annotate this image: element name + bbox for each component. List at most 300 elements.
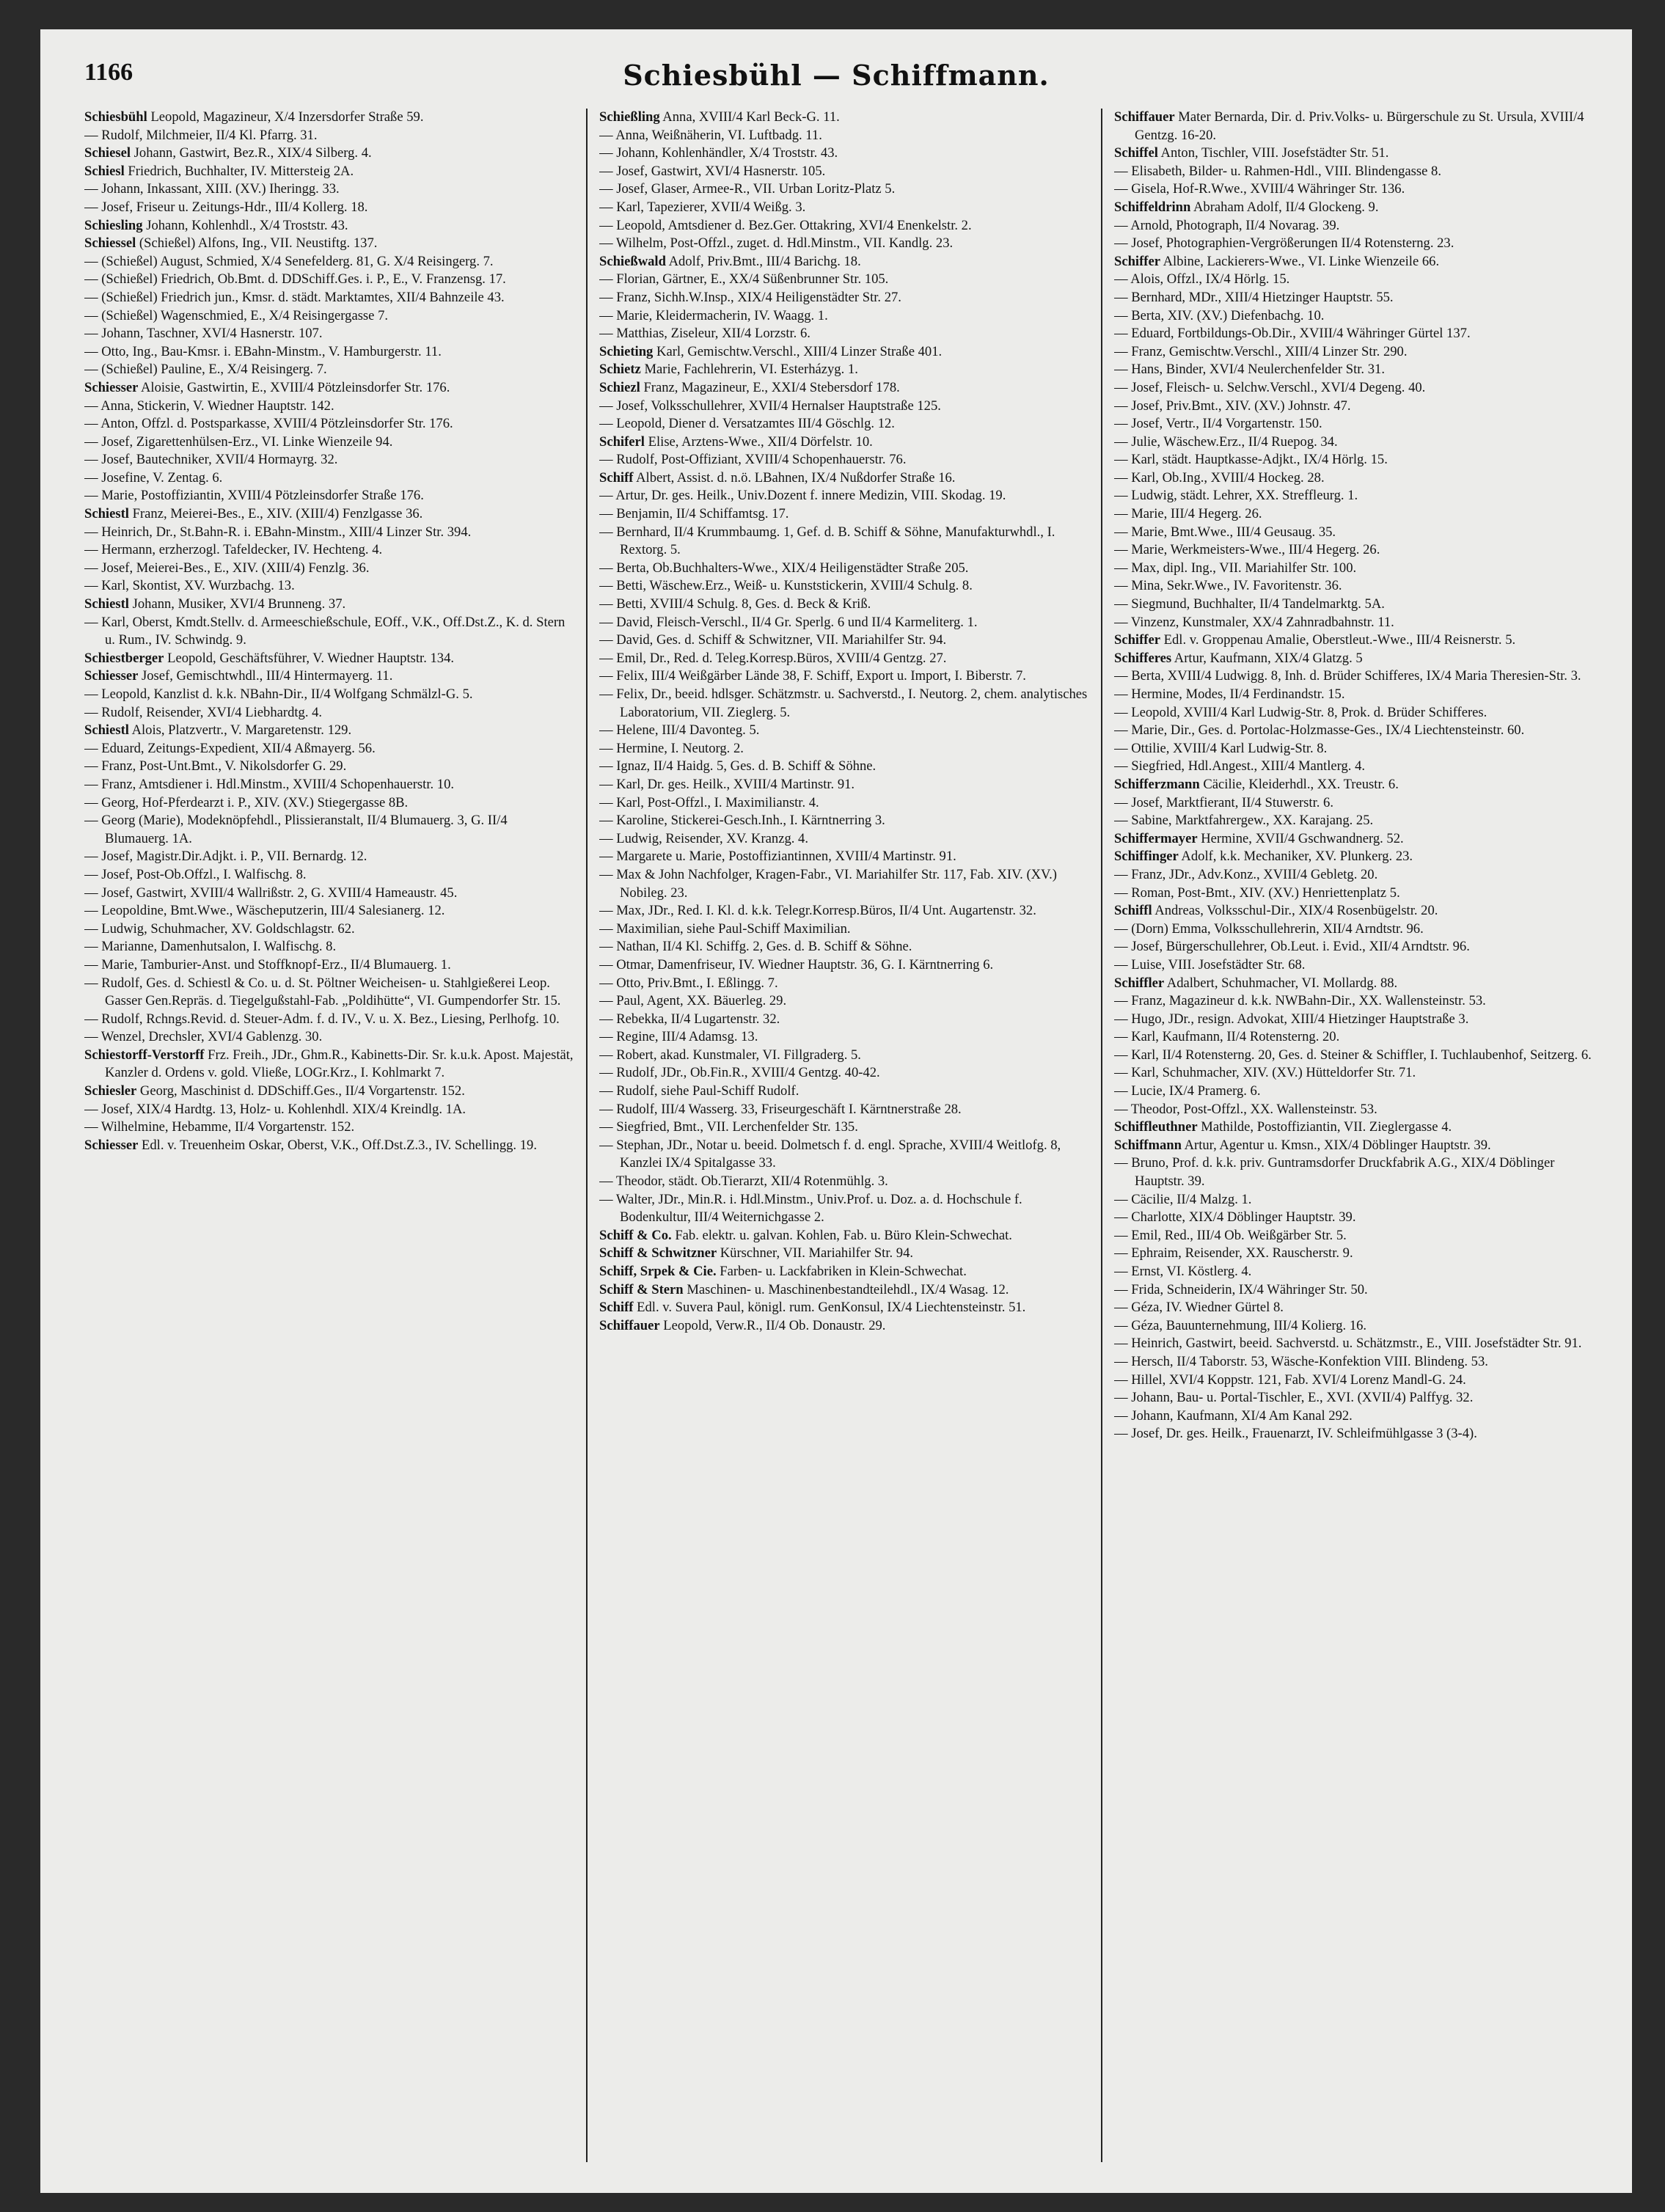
entry-surname: Schiesbühl <box>84 109 147 125</box>
entry-text: — Anna, Weißnäherin, VI. Luftbadg. 11. <box>599 127 822 143</box>
entry-text: — Wenzel, Drechsler, XVI/4 Gablenzg. 30. <box>84 1029 323 1045</box>
column-2 <box>599 109 1089 2162</box>
directory-entry <box>599 217 1089 235</box>
column-rule <box>586 109 588 2162</box>
directory-entry <box>599 866 1089 902</box>
directory-entry <box>1114 920 1604 939</box>
directory-entry <box>1114 1353 1604 1371</box>
entry-text: Georg, Maschinist d. DDSchiff.Ges., II/4 Vorgartenstr. 152. <box>139 1083 465 1099</box>
entry-text: — Franz, Amtsdiener i. Hdl.Minstm., XVIII/4 Schopenhauerstr. 10. <box>84 776 455 792</box>
entry-text: — Josef, Meierei-Bes., E., XIV. (XIII/4) Fenzlg. 36. <box>84 560 370 576</box>
directory-entry <box>599 127 1089 145</box>
directory-entry <box>1114 1317 1604 1336</box>
directory-entry <box>599 1299 1089 1317</box>
directory-entry <box>1114 740 1604 758</box>
directory-entry <box>1114 451 1604 469</box>
entry-text: — Frida, Schneiderin, IX/4 Währinger Str. 50. <box>1114 1281 1368 1297</box>
entry-text: — Stephan, JDr., Notar u. beeid. Dolmetsch f. d. engl. Sprache, XVIII/4 Weitlofg. 8, Kanzlei IX/4 Spitalgasse 33. <box>599 1137 1061 1171</box>
entry-surname: Schifferes <box>1114 650 1172 666</box>
entry-surname: Schiffauer <box>1114 109 1175 125</box>
entry-text: — Karl, II/4 Rotensterng. 20, Ges. d. Steiner & Schiffler, I. Tuchlaubenhof, Seitzerg. 6. <box>1114 1047 1592 1063</box>
entry-text: — Karoline, Stickerei-Gesch.Inh., I. Kärntnerring 3. <box>599 813 885 829</box>
entry-text: — Karl, städt. Hauptkasse-Adjkt., IX/4 Hörlg. 15. <box>1114 452 1388 468</box>
entry-text: — Regine, III/4 Adamsg. 13. <box>599 1029 758 1045</box>
directory-entry <box>599 163 1089 181</box>
entry-text: — Anton, Offzl. d. Postsparkasse, XVIII/4 Pötzleinsdorfer Str. 176. <box>84 416 453 432</box>
entry-surname: Schiessel <box>84 235 136 252</box>
directory-entry <box>84 235 574 253</box>
entry-text: — Siegmund, Buchhalter, II/4 Tandelmarktg. 5A. <box>1114 596 1385 612</box>
directory-entry <box>599 740 1089 758</box>
entry-text: — Franz, JDr., Adv.Konz., XVIII/4 Gebletg. 20. <box>1114 866 1378 882</box>
directory-entry <box>1114 271 1604 289</box>
entry-text: — Max, dipl. Ing., VII. Mariahilfer Str. 100. <box>1114 560 1357 576</box>
directory-entry <box>599 1064 1089 1083</box>
entry-text: — Marie, Dir., Ges. d. Portolac-Holzmasse-Ges., IX/4 Liechtensteinstr. 60. <box>1114 722 1525 739</box>
entry-text: Friedrich, Buchhalter, IV. Mittersteig 2A. <box>128 163 354 179</box>
entry-text: — (Schießel) Friedrich, Ob.Bmt. d. DDSchiff.Ges. i. P., E., V. Franzensg. 17. <box>84 271 506 288</box>
entry-surname: Schiff & Stern <box>599 1281 684 1297</box>
directory-entry <box>84 289 574 307</box>
directory-entry <box>84 885 574 903</box>
entry-text: Johann, Musiker, XVI/4 Brunneng. 37. <box>132 596 346 612</box>
entry-surname: Schiffauer <box>599 1317 660 1333</box>
directory-entry <box>1114 307 1604 326</box>
entry-surname: Schiezl <box>599 379 640 395</box>
directory-entry <box>1114 686 1604 704</box>
directory-entry <box>1114 667 1604 686</box>
directory-entry <box>599 109 1089 127</box>
entry-text: — Karl, Post-Offzl., I. Maximilianstr. 4. <box>599 794 819 810</box>
directory-entry <box>599 1137 1089 1173</box>
entry-text: Frz. Freih., JDr., Ghm.R., Kabinetts-Dir. Sr. k.u.k. Apost. Majestät, Kanzler d. Ordens v. gold. Vließe, LOGr.Krz., I. Kohlmarkt 7. <box>105 1047 574 1081</box>
entry-text: — Heinrich, Gastwirt, beeid. Sachverstd. u. Schätzmstr., E., VIII. Josefstädter Str. 91. <box>1114 1336 1582 1352</box>
entry-text: — Géza, IV. Wiedner Gürtel 8. <box>1114 1300 1284 1316</box>
entry-text: — Josef, Gastwirt, XVIII/4 Wallrißstr. 2, G. XVIII/4 Hameaustr. 45. <box>84 885 458 901</box>
entry-text: — Paul, Agent, XX. Bäuerleg. 29. <box>599 993 787 1009</box>
entry-text: — Josef, Marktfierant, II/4 Stuwerstr. 6. <box>1114 794 1333 810</box>
entry-text: — Helene, III/4 Davonteg. 5. <box>599 722 760 739</box>
entry-text: — Josef, Zigarettenhülsen-Erz., VI. Linke Wienzeile 94. <box>84 433 393 450</box>
directory-entry <box>599 1281 1089 1300</box>
entry-surname: Schiff, Srpek & Cie. <box>599 1264 717 1279</box>
entry-text: — Wilhelmine, Hebamme, II/4 Vorgartenstr. 152. <box>84 1119 355 1135</box>
entry-text: — Eduard, Zeitungs-Expedient, XII/4 Aßmayerg. 56. <box>84 740 376 756</box>
entry-text: Artur, Agentur u. Kmsn., XIX/4 Döblinger Hauptstr. 39. <box>1184 1137 1491 1153</box>
directory-entry <box>1114 415 1604 433</box>
directory-entry <box>1114 1118 1604 1137</box>
directory-entry <box>1114 992 1604 1011</box>
entry-text: — Berta, Ob.Buchhalters-Wwe., XIX/4 Heiligenstädter Straße 205. <box>599 560 969 576</box>
entry-text: — Karl, Skontist, XV. Wurzbachg. 13. <box>84 578 295 594</box>
directory-entry <box>84 433 574 452</box>
directory-entry <box>599 1191 1089 1227</box>
column-rule <box>1101 109 1102 2162</box>
entry-text: Albine, Lackierers-Wwe., VI. Linke Wienzeile 66. <box>1163 253 1440 269</box>
directory-entry <box>599 1047 1089 1065</box>
entry-text: — Hugo, JDr., resign. Advokat, XIII/4 Hietzinger Hauptstraße 3. <box>1114 1011 1469 1027</box>
directory-entry <box>1114 487 1604 505</box>
entry-text: — Leopold, Kanzlist d. k.k. NBahn-Dir., II/4 Wolfgang Schmälzl-G. 5. <box>84 686 473 702</box>
directory-entry <box>84 451 574 469</box>
directory-entry <box>599 577 1089 596</box>
directory-entry <box>1114 1227 1604 1245</box>
directory-entry <box>84 758 574 776</box>
directory-entry <box>1114 812 1604 830</box>
directory-entry <box>84 524 574 542</box>
directory-entry <box>599 975 1089 993</box>
entry-text: — Hermine, I. Neutorg. 2. <box>599 740 744 756</box>
entry-text: — Julie, Wäschew.Erz., II/4 Ruepog. 34. <box>1114 433 1338 450</box>
directory-entry <box>1114 956 1604 975</box>
directory-entry <box>599 596 1089 614</box>
directory-entry <box>84 866 574 885</box>
directory-entry <box>1114 361 1604 379</box>
entry-text: — Siegfried, Hdl.Angest., XIII/4 Mantlerg. 4. <box>1114 758 1366 774</box>
directory-entry <box>1114 1083 1604 1101</box>
entry-text: — (Schießel) Friedrich jun., Kmsr. d. städt. Marktamtes, XII/4 Bahnzeile 43. <box>84 289 505 305</box>
directory-entry <box>1114 650 1604 668</box>
entry-text: — Bruno, Prof. d. k.k. priv. Guntramsdorfer Druckfabrik A.G., XIX/4 Döblinger Hauptstr. 39. <box>1114 1155 1555 1190</box>
directory-entry <box>1114 253 1604 271</box>
directory-entry <box>599 1011 1089 1029</box>
entry-text: Leopold, Verw.R., II/4 Ob. Donaustr. 29. <box>663 1317 886 1333</box>
directory-entry <box>84 1101 574 1119</box>
directory-entry <box>84 1011 574 1029</box>
directory-entry <box>599 325 1089 343</box>
entry-text: — Rudolf, Post-Offiziant, XVIII/4 Schopenhauerstr. 76. <box>599 452 907 468</box>
entry-text: — Arnold, Photograph, II/4 Novarag. 39. <box>1114 217 1340 233</box>
entry-text: — Benjamin, II/4 Schiffamtsg. 17. <box>599 506 789 522</box>
directory-entry <box>599 1101 1089 1119</box>
entry-text: — Josefine, V. Zentag. 6. <box>84 469 223 486</box>
entry-text: — Rebekka, II/4 Lugartenstr. 32. <box>599 1011 780 1027</box>
directory-entry <box>84 614 574 650</box>
entry-text: — Hans, Binder, XVI/4 Neulerchenfelder Str. 31. <box>1114 362 1385 378</box>
entry-text: — (Schießel) August, Schmied, X/4 Senefelderg. 81, G. X/4 Reisingerg. 7. <box>84 253 494 269</box>
directory-entry <box>599 614 1089 632</box>
entry-text: — Leopold, XVIII/4 Karl Ludwig-Str. 8, Prok. d. Brüder Schifferes. <box>1114 704 1487 720</box>
entry-text: — Leopoldine, Bmt.Wwe., Wäscheputzerin, III/4 Salesianerg. 12. <box>84 903 445 919</box>
entry-text: Albert, Assist. d. n.ö. LBahnen, IX/4 Nußdorfer Straße 16. <box>636 469 956 486</box>
entry-surname: Schiesel <box>84 145 131 161</box>
directory-entry <box>84 487 574 505</box>
entry-text: Josef, Gemischtwhdl., III/4 Hintermayerg. 11. <box>142 668 393 684</box>
entry-surname: Schiffer <box>1114 253 1160 269</box>
directory-entry <box>84 379 574 398</box>
entry-text: — Marie, Postoffiziantin, XVIII/4 Pötzleinsdorfer Straße 176. <box>84 488 424 504</box>
directory-entry <box>84 109 574 127</box>
directory-entry <box>599 560 1089 578</box>
entry-text: — Géza, Bauunternehmung, III/4 Kolierg. 16. <box>1114 1317 1367 1333</box>
entry-text: — Josef, Bautechniker, XVII/4 Hormayrg. 32. <box>84 452 338 468</box>
directory-entry <box>84 722 574 740</box>
entry-text: — Marie, III/4 Hegerg. 26. <box>1114 506 1262 522</box>
entry-text: — Ludwig, Reisender, XV. Kranzg. 4. <box>599 830 808 846</box>
directory-entry <box>84 180 574 199</box>
directory-entry <box>1114 343 1604 362</box>
directory-entry <box>1114 289 1604 307</box>
entry-text: — Elisabeth, Bilder- u. Rahmen-Hdl., VIII. Blindengasse 8. <box>1114 163 1441 179</box>
column-3 <box>1114 109 1604 2162</box>
entry-text: — Artur, Dr. ges. Heilk., Univ.Dozent f. innere Medizin, VIII. Skodag. 19. <box>599 488 1006 504</box>
entry-text: — Marianne, Damenhutsalon, I. Walfischg. 8. <box>84 939 337 955</box>
entry-text: — Josef, Photographien-Vergrößerungen II/4 Rotensterng. 23. <box>1114 235 1454 252</box>
directory-entry <box>599 830 1089 849</box>
entry-text: — Ludwig, Schuhmacher, XV. Goldschlagstr. 62. <box>84 920 355 937</box>
entry-text: — Betti, XVIII/4 Schulg. 8, Ges. d. Beck & Kriß. <box>599 596 871 612</box>
directory-entry <box>1114 505 1604 524</box>
directory-entry <box>1114 1425 1604 1443</box>
entry-text: — Ottilie, XVIII/4 Karl Ludwig-Str. 8. <box>1114 740 1328 756</box>
directory-entry <box>1114 975 1604 993</box>
directory-entry <box>84 975 574 1011</box>
columns <box>84 109 1603 2162</box>
directory-entry <box>599 1118 1089 1137</box>
entry-text: — Rudolf, siehe Paul-Schiff Rudolf. <box>599 1083 799 1099</box>
directory-entry <box>84 920 574 939</box>
directory-entry <box>1114 217 1604 235</box>
entry-text: Johann, Gastwirt, Bez.R., XIX/4 Silberg. 4. <box>133 145 372 161</box>
entry-text: Alois, Platzvertr., V. Margaretenstr. 129. <box>131 722 352 739</box>
directory-entry <box>84 1083 574 1101</box>
entry-surname: Schiffleuthner <box>1114 1119 1198 1135</box>
entry-text: Marie, Fachlehrerin, VI. Esterházyg. 1. <box>644 362 858 378</box>
entry-text: Cäcilie, Kleiderhdl., XX. Treustr. 6. <box>1203 776 1399 792</box>
directory-entry <box>1114 180 1604 199</box>
directory-entry <box>599 667 1089 686</box>
entry-text: — Johann, Taschner, XVI/4 Hasnerstr. 107. <box>84 326 323 342</box>
entry-text: — Anna, Stickerin, V. Wiedner Hauptstr. 142. <box>84 398 334 414</box>
directory-entry <box>84 577 574 596</box>
directory-entry <box>1114 1137 1604 1155</box>
directory-entry <box>1114 469 1604 488</box>
entry-text: Farben- u. Lackfabriken in Klein-Schwechat. <box>720 1264 967 1279</box>
directory-entry <box>1114 704 1604 722</box>
page-title: Schiesbühl — Schiffmann. <box>623 59 1050 92</box>
entry-text: — Rudolf, JDr., Ob.Fin.R., XVIII/4 Gentzg. 40-42. <box>599 1065 880 1081</box>
directory-entry <box>1114 577 1604 596</box>
entry-text: — Johann, Bau- u. Portal-Tischler, E., XVI. (XVII/4) Palffyg. 32. <box>1114 1390 1474 1406</box>
directory-entry <box>1114 1101 1604 1119</box>
entry-surname: Schiesser <box>84 379 139 395</box>
entry-text: — Karl, Kaufmann, II/4 Rotensterng. 20. <box>1114 1029 1340 1045</box>
entry-text: — Josef, Bürgerschullehrer, Ob.Leut. i. Evid., XII/4 Arndtstr. 96. <box>1114 939 1470 955</box>
directory-entry <box>1114 758 1604 776</box>
directory-entry <box>84 541 574 560</box>
directory-entry <box>1114 1245 1604 1263</box>
entry-text: — Marie, Bmt.Wwe., III/4 Geusaug. 35. <box>1114 524 1336 540</box>
directory-entry <box>599 992 1089 1011</box>
entry-text: — Ernst, VI. Köstlerg. 4. <box>1114 1264 1252 1279</box>
entry-text: — Emil, Dr., Red. d. Teleg.Korresp.Büros, XVIII/4 Gentzg. 27. <box>599 650 947 666</box>
directory-entry <box>84 650 574 668</box>
directory-entry <box>1114 524 1604 542</box>
entry-surname: Schiff <box>599 1300 634 1316</box>
entry-text: — Felix, Dr., beeid. hdlsger. Schätzmstr. u. Sachverstd., I. Neutorg. 2, chem. analytisches Laboratorium, VII. Zieglerg. 5. <box>599 686 1088 720</box>
directory-entry <box>599 776 1089 794</box>
directory-entry <box>599 1317 1089 1336</box>
entry-text: Anton, Tischler, VIII. Josefstädter Str. 51. <box>1160 145 1389 161</box>
directory-entry <box>1114 1154 1604 1190</box>
entry-text: Kürschner, VII. Mariahilfer Str. 94. <box>720 1245 914 1261</box>
directory-entry <box>599 379 1089 398</box>
entry-text: — Johann, Kohlenhändler, X/4 Troststr. 43. <box>599 145 838 161</box>
directory-entry <box>1114 1371 1604 1390</box>
entry-surname: Schiffinger <box>1114 849 1179 865</box>
entry-text: — Marie, Tamburier-Anst. und Stoffknopf-Erz., II/4 Blumauerg. 1. <box>84 956 451 973</box>
directory-entry <box>84 740 574 758</box>
entry-text: — Georg (Marie), Modeknöpfehdl., Plissieranstalt, II/4 Blumauerg. 3, G. II/4 Blumauerg. 1A. <box>84 813 508 846</box>
directory-entry <box>599 398 1089 416</box>
entry-surname: Schiffermayer <box>1114 830 1198 846</box>
entry-surname: Schiffer <box>1114 632 1160 648</box>
directory-entry <box>84 776 574 794</box>
directory-entry <box>1114 398 1604 416</box>
directory-entry <box>1114 109 1604 144</box>
entry-text: — Josef, Gastwirt, XVI/4 Hasnerstr. 105. <box>599 163 826 179</box>
directory-entry <box>1114 1011 1604 1029</box>
directory-entry <box>1114 1389 1604 1407</box>
entry-text: — Hermann, erzherzogl. Tafeldecker, IV. Hechteng. 4. <box>84 542 383 558</box>
directory-entry <box>1114 848 1604 866</box>
directory-entry <box>84 505 574 524</box>
directory-entry <box>1114 1191 1604 1209</box>
directory-entry <box>599 956 1089 975</box>
directory-entry <box>84 938 574 956</box>
directory-entry <box>599 758 1089 776</box>
entry-text: Franz, Meierei-Bes., E., XIV. (XIII/4) Fenzlgasse 36. <box>132 506 423 522</box>
directory-entry <box>84 307 574 326</box>
directory-entry <box>84 686 574 704</box>
entry-text: — Rudolf, Milchmeier, II/4 Kl. Pfarrg. 31. <box>84 127 318 143</box>
directory-entry <box>599 271 1089 289</box>
directory-entry <box>599 469 1089 488</box>
entry-surname: Schiesler <box>84 1083 137 1099</box>
entry-text: — Felix, III/4 Weißgärber Lände 38, F. Schiff, Export u. Import, I. Biberstr. 7. <box>599 668 1026 684</box>
entry-text: — Franz, Gemischtw.Verschl., XIII/4 Linzer Str. 290. <box>1114 343 1408 359</box>
entry-text: — Ludwig, städt. Lehrer, XX. Streffleurg. 1. <box>1114 488 1358 504</box>
entry-text: Mathilde, Postoffiziantin, VII. Zieglergasse 4. <box>1201 1119 1452 1135</box>
directory-entry <box>1114 596 1604 614</box>
directory-page <box>40 29 1632 2193</box>
entry-surname: Schiestl <box>84 596 129 612</box>
directory-entry <box>1114 560 1604 578</box>
entry-text: — Leopold, Diener d. Versatzamtes III/4 Göschlg. 12. <box>599 416 895 432</box>
entry-text: Leopold, Geschäftsführer, V. Wiedner Hauptstr. 134. <box>167 650 455 666</box>
entry-surname: Schiffmann <box>1114 1137 1182 1153</box>
directory-entry <box>599 1083 1089 1101</box>
entry-text: — Theodor, städt. Ob.Tierarzt, XII/4 Rotenmühlg. 3. <box>599 1173 888 1190</box>
directory-entry <box>84 361 574 379</box>
entry-text: — Karl, Tapezierer, XVII/4 Weißg. 3. <box>599 199 806 215</box>
entry-text: — Josef, Vertr., II/4 Vorgartenstr. 150. <box>1114 416 1322 432</box>
entry-text: — Otto, Priv.Bmt., I. Eßlingg. 7. <box>599 975 778 991</box>
directory-entry <box>84 163 574 181</box>
directory-entry <box>84 144 574 163</box>
entry-text: Leopold, Magazineur, X/4 Inzersdorfer Straße 59. <box>150 109 424 125</box>
entry-surname: Schiffl <box>1114 903 1152 919</box>
entry-text: Edl. v. Suvera Paul, königl. rum. GenKonsul, IX/4 Liechtensteinstr. 51. <box>637 1300 1026 1316</box>
entry-text: — Charlotte, XIX/4 Döblinger Hauptstr. 39. <box>1114 1209 1356 1226</box>
entry-text: Aloisie, Gastwirtin, E., XVIII/4 Pötzleinsdorfer Str. 176. <box>140 379 450 395</box>
entry-text: — Josef, Magistr.Dir.Adjkt. i. P., VII. Bernardg. 12. <box>84 849 367 865</box>
entry-text: — Karl, Schuhmacher, XIV. (XV.) Hütteldorfer Str. 71. <box>1114 1065 1416 1081</box>
entry-text: — Wilhelm, Post-Offzl., zuget. d. Hdl.Minstm., VII. Kandlg. 23. <box>599 235 954 252</box>
directory-entry <box>599 487 1089 505</box>
entry-text: Mater Bernarda, Dir. d. Priv.Volks- u. Bürgerschule zu St. Ursula, XVIII/4 Gentzg. 16-20. <box>1135 109 1584 143</box>
entry-text: — Karl, Oberst, Kmdt.Stellv. d. Armeeschießschule, EOff., V.K., Off.Dst.Z., K. d. Stern u. Rum., IV. Schwindg. 9. <box>84 614 566 648</box>
directory-entry <box>84 1118 574 1137</box>
entry-text: Fab. elektr. u. galvan. Kohlen, Fab. u. Büro Klein-Schwechat. <box>675 1227 1012 1243</box>
entry-text: — Alois, Offzl., IX/4 Hörlg. 15. <box>1114 271 1290 288</box>
directory-entry <box>1114 631 1604 650</box>
directory-entry <box>1114 235 1604 253</box>
directory-entry <box>599 433 1089 452</box>
directory-entry <box>84 560 574 578</box>
directory-entry <box>599 848 1089 866</box>
directory-entry <box>84 217 574 235</box>
entry-surname: Schiestl <box>84 722 129 739</box>
entry-text: — Hermine, Modes, II/4 Ferdinandstr. 15. <box>1114 686 1345 702</box>
entry-surname: Schiff <box>599 469 634 486</box>
entry-text: Edl. v. Groppenau Amalie, Oberstleut.-Wwe., III/4 Reisnerstr. 5. <box>1163 632 1516 648</box>
entry-surname: Schiestl <box>84 506 129 522</box>
directory-entry <box>599 920 1089 939</box>
entry-text: — David, Ges. d. Schiff & Schwitzner, VII. Mariahilfer Str. 94. <box>599 632 947 648</box>
entry-surname: Schiestberger <box>84 650 164 666</box>
entry-text: Elise, Arztens-Wwe., XII/4 Dörfelstr. 10. <box>648 433 873 450</box>
directory-entry <box>84 325 574 343</box>
entry-text: — Eduard, Fortbildungs-Ob.Dir., XVIII/4 Währinger Gürtel 137. <box>1114 326 1471 342</box>
directory-entry <box>599 794 1089 813</box>
directory-entry <box>1114 1335 1604 1353</box>
entry-surname: Schiesling <box>84 217 143 233</box>
entry-text: — Karl, Dr. ges. Heilk., XVIII/4 Martinstr. 91. <box>599 776 855 792</box>
directory-entry <box>84 398 574 416</box>
entry-text: — Cäcilie, II/4 Malzg. 1. <box>1114 1191 1252 1207</box>
entry-text: — Siegfried, Bmt., VII. Lerchenfelder Str. 135. <box>599 1119 858 1135</box>
entry-text: — Franz, Post-Unt.Bmt., V. Nikolsdorfer G. 29. <box>84 758 347 774</box>
directory-entry <box>84 794 574 813</box>
entry-text: — Roman, Post-Bmt., XIV. (XV.) Henriettenplatz 5. <box>1114 885 1400 901</box>
directory-entry <box>1114 1028 1604 1047</box>
directory-entry <box>599 343 1089 362</box>
directory-entry <box>599 1263 1089 1281</box>
directory-entry <box>599 902 1089 920</box>
directory-entry <box>84 704 574 722</box>
entry-surname: Schiesser <box>84 668 139 684</box>
entry-surname: Schiferl <box>599 433 645 450</box>
page-header <box>40 29 1632 103</box>
entry-text: — Gisela, Hof-R.Wwe., XVIII/4 Währinger Str. 136. <box>1114 181 1405 197</box>
entry-text: — Franz, Magazineur d. k.k. NWBahn-Dir., XX. Wallensteinstr. 53. <box>1114 993 1486 1009</box>
directory-entry <box>599 722 1089 740</box>
directory-entry <box>1114 902 1604 920</box>
directory-entry <box>1114 325 1604 343</box>
directory-entry <box>84 1028 574 1047</box>
directory-entry <box>1114 433 1604 452</box>
entry-text: — Rudolf, Rchngs.Revid. d. Steuer-Adm. f. d. IV., V. u. X. Bez., Liesing, Perlhofg. 10. <box>84 1011 560 1027</box>
directory-entry <box>599 686 1089 722</box>
entry-text: — Mina, Sekr.Wwe., IV. Favoritenstr. 36. <box>1114 578 1342 594</box>
entry-text: — (Schießel) Pauline, E., X/4 Reisingerg. 7. <box>84 362 327 378</box>
entry-text: Abraham Adolf, II/4 Glockeng. 9. <box>1193 199 1379 215</box>
directory-entry <box>84 199 574 217</box>
entry-text: — Marie, Werkmeisters-Wwe., III/4 Hegerg. 26. <box>1114 542 1380 558</box>
directory-entry <box>1114 614 1604 632</box>
directory-entry <box>84 343 574 362</box>
